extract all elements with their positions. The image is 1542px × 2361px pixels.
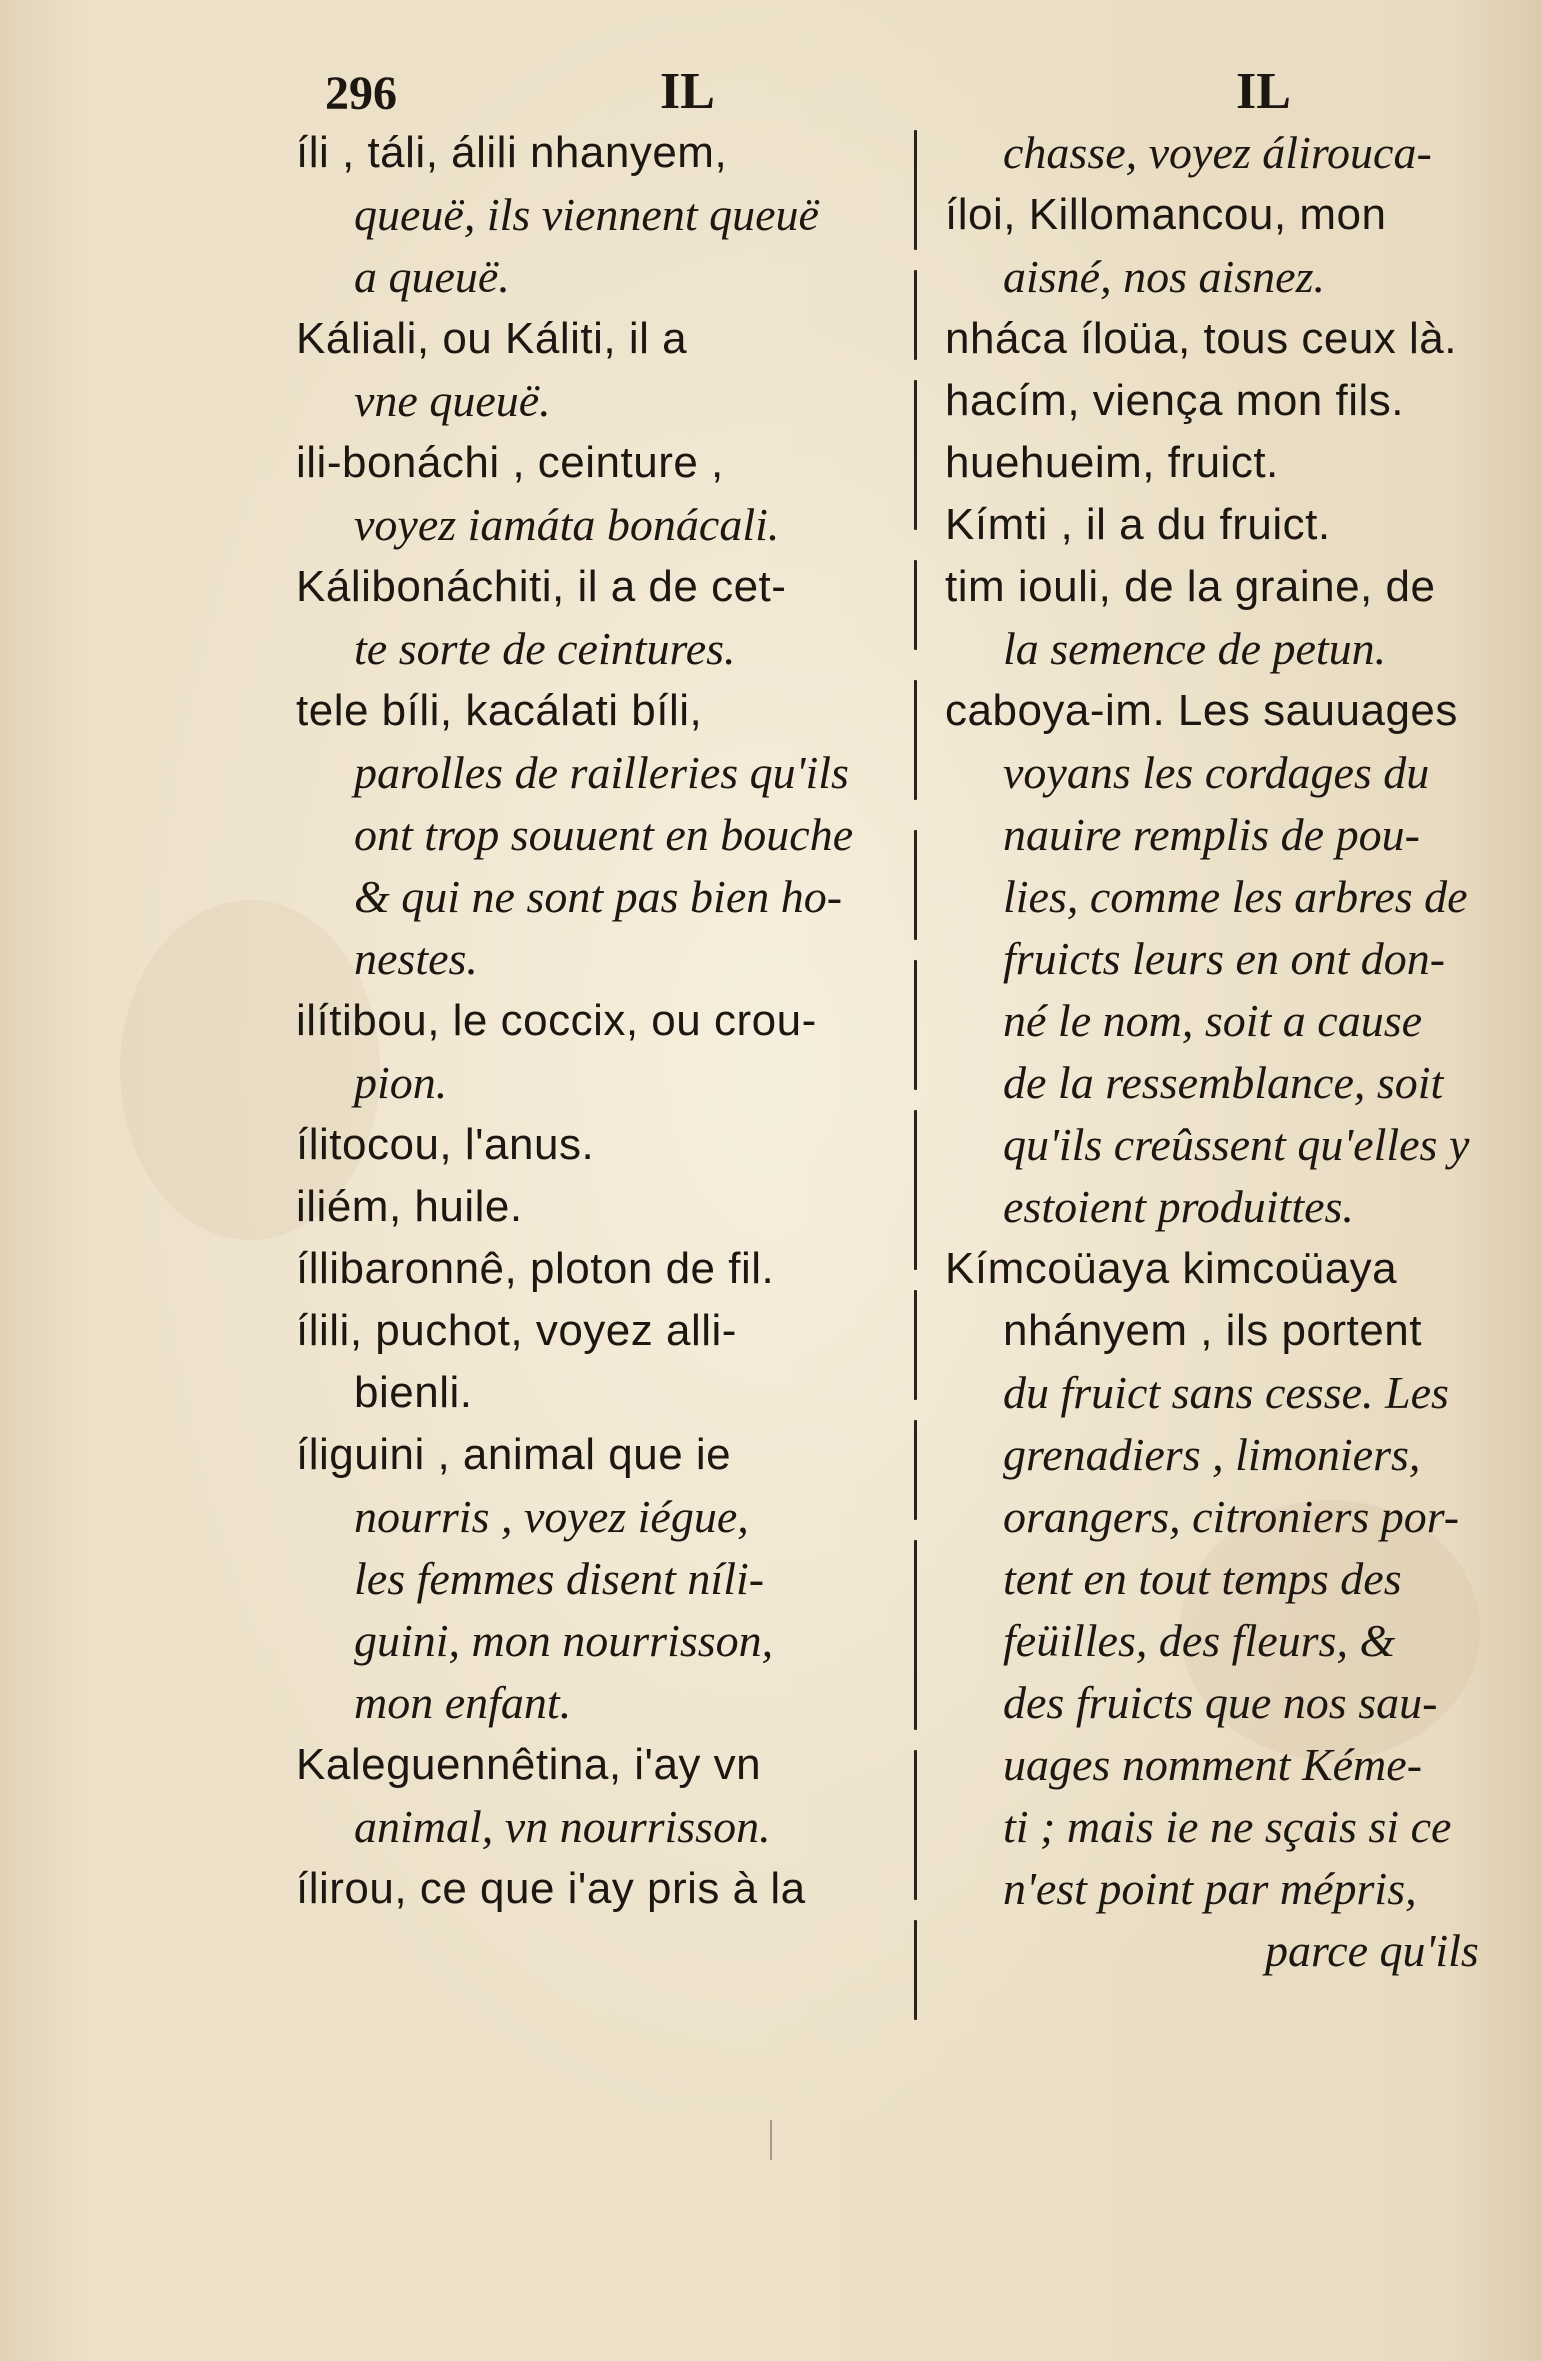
entry-line: nourris , voyez iégue, — [354, 1491, 749, 1542]
entry-line: a queuë. — [354, 251, 510, 302]
entry-line: & qui ne sont pas bien ho- — [354, 871, 843, 922]
entry-line: ílirou, ce que i'ay pris à la — [296, 1864, 806, 1913]
column-rule — [914, 560, 917, 650]
column-rule — [914, 1540, 917, 1730]
entry-line: hacím, viença mon fils. — [945, 376, 1404, 425]
column-rule — [914, 270, 917, 360]
entry-line: n'est point par mépris, — [1003, 1863, 1417, 1914]
column-rule — [914, 680, 917, 800]
entry-line: íli , táli, álili nhanyem, — [296, 128, 728, 177]
entry-line: animal, vn nourrisson. — [354, 1801, 771, 1852]
entry-line: nhányem , ils portent — [1003, 1306, 1422, 1355]
entry-line: la semence de petun. — [1003, 623, 1387, 674]
entry-line: nauire remplis de pou- — [1003, 809, 1420, 860]
entry-line: ili-bonáchi , ceinture , — [296, 438, 724, 487]
right-column — [945, 122, 1525, 1982]
entry-line: chasse, voyez álirouca- — [1003, 127, 1432, 178]
entry-line: voyans les cordages du — [1003, 747, 1430, 798]
entry-line: Káliali, ou Káliti, il a — [296, 314, 688, 363]
entry-line: ont trop souuent en bouche — [354, 809, 854, 860]
column-rule — [914, 1420, 917, 1520]
entry-line: Kaleguennêtina, i'ay vn — [296, 1740, 762, 1789]
left-column — [296, 122, 896, 1920]
entry-line: te sorte de ceintures. — [354, 623, 736, 674]
entry-line: íloi, Killomancou, mon — [945, 190, 1387, 239]
column-rule — [914, 1110, 917, 1270]
entry-line: vne queuë. — [354, 375, 551, 426]
entry-line: íliguini , animal que ie — [296, 1430, 732, 1479]
entry-line: uages nomment Kéme- — [1003, 1739, 1423, 1790]
column-rule — [914, 830, 917, 940]
entry-line: pion. — [354, 1057, 448, 1108]
left-running-head: IL — [660, 63, 715, 120]
entry-line: Kímcoüaya kimcoüaya — [945, 1244, 1398, 1293]
entry-line: Kálibonáchiti, il a de cet- — [296, 562, 787, 611]
entry-line: tent en tout temps des — [1003, 1553, 1402, 1604]
page-number: 296 — [325, 67, 397, 120]
entry-line: ílitocou, l'anus. — [296, 1120, 595, 1169]
column-rule — [914, 960, 917, 1090]
entry-line: estoient produittes. — [1003, 1181, 1354, 1232]
entry-line: qu'ils creûssent qu'elles y — [1003, 1119, 1470, 1170]
entry-line: Kímti , il a du fruict. — [945, 500, 1331, 549]
entry-line: ilítibou, le coccix, ou crou- — [296, 996, 817, 1045]
entry-line: voyez iamáta bonácali. — [354, 499, 780, 550]
entry-line: aisné, nos aisnez. — [1003, 251, 1325, 302]
column-rule — [914, 130, 917, 250]
column-rule — [914, 1920, 917, 2020]
entry-line: de la ressemblance, soit — [1003, 1057, 1444, 1108]
entry-line: queuë, ils viennent queuë — [354, 189, 819, 240]
entry-line: nestes. — [354, 933, 478, 984]
entry-line: parolles de railleries qu'ils — [354, 747, 849, 798]
entry-line: iliém, huile. — [296, 1182, 523, 1231]
column-rule — [914, 380, 917, 530]
entry-line: nháca íloüa, tous ceux là. — [945, 314, 1457, 363]
column-rule — [914, 1750, 917, 1900]
column-rule — [914, 1290, 917, 1400]
entry-line: les femmes disent níli- — [354, 1553, 765, 1604]
entry-line: né le nom, soit a cause — [1003, 995, 1423, 1046]
entry-line: caboya-im. Les sauuages — [945, 686, 1458, 735]
entry-line: mon enfant. — [354, 1677, 572, 1728]
entry-line: du fruict sans cesse. Les — [1003, 1367, 1449, 1418]
entry-line: orangers, citroniers por- — [1003, 1491, 1460, 1542]
right-running-head: IL — [1236, 63, 1291, 120]
entry-line: bienli. — [354, 1368, 473, 1417]
entry-line: feüilles, des fleurs, & — [1003, 1615, 1396, 1666]
entry-line: tele bíli, kacálati bíli, — [296, 686, 703, 735]
entry-line: lies, comme les arbres de — [1003, 871, 1468, 922]
entry-line: guini, mon nourrisson, — [354, 1615, 774, 1666]
entry-line: tim iouli, de la graine, de — [945, 562, 1436, 611]
entry-line: huehueim, fruict. — [945, 438, 1279, 487]
entry-line: fruicts leurs en ont don- — [1003, 933, 1446, 984]
entry-line: ti ; mais ie ne sçais si ce — [1003, 1801, 1452, 1852]
catchword: parce qu'ils — [1265, 1925, 1479, 1976]
entry-line: ílili, puchot, voyez alli- — [296, 1306, 737, 1355]
entry-line: grenadiers , limoniers, — [1003, 1429, 1421, 1480]
page-mark — [770, 2120, 772, 2160]
entry-line: des fruicts que nos sau- — [1003, 1677, 1438, 1728]
entry-line: íllibaronnê, ploton de fil. — [296, 1244, 775, 1293]
